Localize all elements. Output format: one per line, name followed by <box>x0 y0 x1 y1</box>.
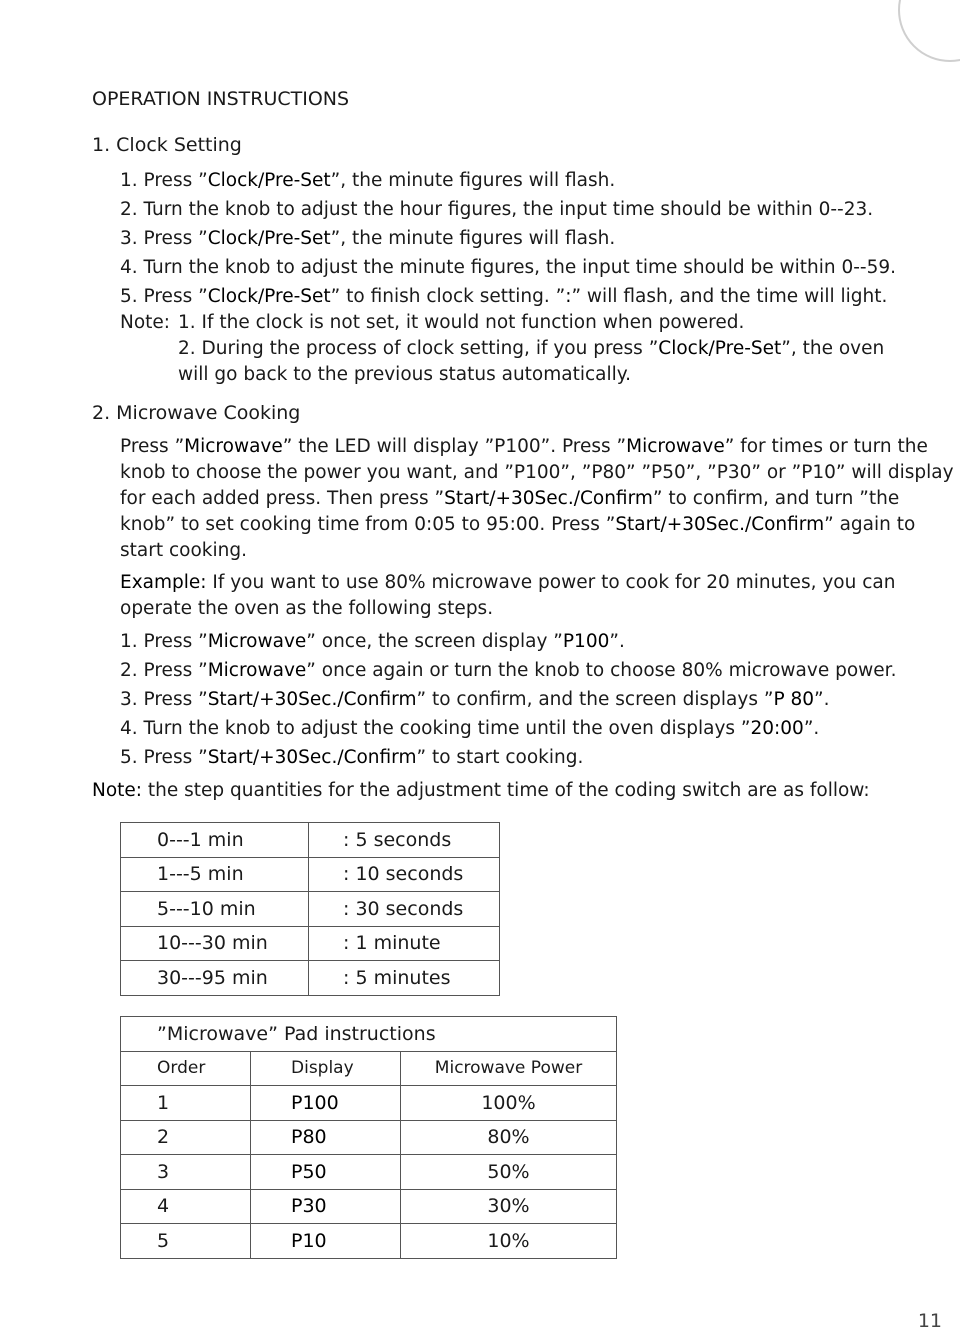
table-row <box>121 1086 617 1121</box>
display-cell: P100 <box>251 1086 401 1121</box>
time-range-cell: 0---1 min <box>121 823 309 858</box>
power-cell: 30% <box>401 1189 617 1224</box>
page-number: 11 <box>917 1310 942 1332</box>
example-step-4: 4. Turn the knob to adjust the cooking time until the oven displays ”20:00”. <box>120 718 820 739</box>
step-size-cell: : 30 seconds <box>309 892 500 927</box>
microwave-para-line-1: Press ”Microwave” the LED will display ”P100”. Press ”Microwave” for times or turn the <box>120 436 928 457</box>
page-title: OPERATION INSTRUCTIONS <box>92 88 350 110</box>
table-row <box>121 1155 617 1190</box>
column-header-order: Order <box>121 1051 251 1086</box>
power-cell: 80% <box>401 1120 617 1155</box>
order-cell: 4 <box>121 1189 251 1224</box>
note-label: Note: <box>92 780 143 801</box>
order-cell: 3 <box>121 1155 251 1190</box>
clock-note-label: Note: <box>120 312 171 333</box>
microwave-heading: 2. Microwave Cooking <box>92 402 301 424</box>
example-line-1: Example: If you want to use 80% microwave power to cook for 20 minutes, you can <box>120 572 896 593</box>
display-cell: P80 <box>251 1120 401 1155</box>
clock-note-2: 2. During the process of clock setting, if you press ”Clock/Pre-Set”, the oven <box>178 338 885 359</box>
time-range-cell: 30---95 min <box>121 961 309 996</box>
table-caption-row <box>121 1017 617 1052</box>
example-step-1: 1. Press ”Microwave” once, the screen display ”P100”. <box>120 631 625 652</box>
table-header-row <box>121 1051 617 1086</box>
clock-step-1: 1. Press ”Clock/Pre-Set”, the minute figures will flash. <box>120 170 616 191</box>
example-step-5: 5. Press ”Start/+30Sec./Confirm” to start cooking. <box>120 747 584 768</box>
coding-switch-note: Note: the step quantities for the adjustment time of the coding switch are as follow: <box>92 780 870 801</box>
clock-step-5: 5. Press ”Clock/Pre-Set” to finish clock setting. ”:” will flash, and the time will light. <box>120 286 888 307</box>
table-row <box>121 1224 617 1259</box>
clock-note-1: 1. If the clock is not set, it would not function when powered. <box>178 312 745 333</box>
power-cell: 10% <box>401 1224 617 1259</box>
order-cell: 2 <box>121 1120 251 1155</box>
order-cell: 5 <box>121 1224 251 1259</box>
time-range-cell: 10---30 min <box>121 926 309 961</box>
time-range-cell: 1---5 min <box>121 857 309 892</box>
microwave-para-line-5: start cooking. <box>120 540 247 561</box>
example-label: Example: <box>120 572 207 593</box>
table-row <box>121 1189 617 1224</box>
display-cell: P50 <box>251 1155 401 1190</box>
power-cell: 50% <box>401 1155 617 1190</box>
display-cell: P10 <box>251 1224 401 1259</box>
step-quantity-table <box>120 822 500 996</box>
microwave-para-line-2: knob to choose the power you want, and ”P100”, ”P80” ”P50”, ”P30” or ”P10” will display <box>120 462 954 483</box>
microwave-para-line-4: knob” to set cooking time from 0:05 to 95:00. Press ”Start/+30Sec./Confirm” again to <box>120 514 916 535</box>
example-step-2: 2. Press ”Microwave” once again or turn the knob to choose 80% microwave power. <box>120 660 897 681</box>
example-line-2: operate the oven as the following steps. <box>120 598 494 619</box>
table-row <box>121 857 500 892</box>
clock-step-2: 2. Turn the knob to adjust the hour figures, the input time should be within 0--23. <box>120 199 874 220</box>
microwave-pad-table <box>120 1016 617 1259</box>
table-row <box>121 892 500 927</box>
microwave-para-line-3: for each added press. Then press ”Start/+30Sec./Confirm” to confirm, and turn ”the <box>120 488 900 509</box>
clock-heading: 1. Clock Setting <box>92 134 242 156</box>
step-size-cell: : 10 seconds <box>309 857 500 892</box>
table-row <box>121 926 500 961</box>
column-header-power: Microwave Power <box>401 1051 617 1086</box>
order-cell: 1 <box>121 1086 251 1121</box>
power-cell: 100% <box>401 1086 617 1121</box>
table-row <box>121 961 500 996</box>
step-size-cell: : 1 minute <box>309 926 500 961</box>
table-row <box>121 823 500 858</box>
clock-step-4: 4. Turn the knob to adjust the minute figures, the input time should be within 0--59. <box>120 257 896 278</box>
display-cell: P30 <box>251 1189 401 1224</box>
step-size-cell: : 5 minutes <box>309 961 500 996</box>
clock-step-3: 3. Press ”Clock/Pre-Set”, the minute figures will flash. <box>120 228 616 249</box>
table-caption: ”Microwave” Pad instructions <box>121 1017 617 1052</box>
table-row <box>121 1120 617 1155</box>
column-header-display: Display <box>251 1051 401 1086</box>
step-size-cell: : 5 seconds <box>309 823 500 858</box>
clock-note-2-cont: will go back to the previous status automatically. <box>178 364 631 385</box>
time-range-cell: 5---10 min <box>121 892 309 927</box>
example-step-3: 3. Press ”Start/+30Sec./Confirm” to confirm, and the screen displays ”P 80”. <box>120 689 830 710</box>
page-corner-curl <box>898 0 960 62</box>
